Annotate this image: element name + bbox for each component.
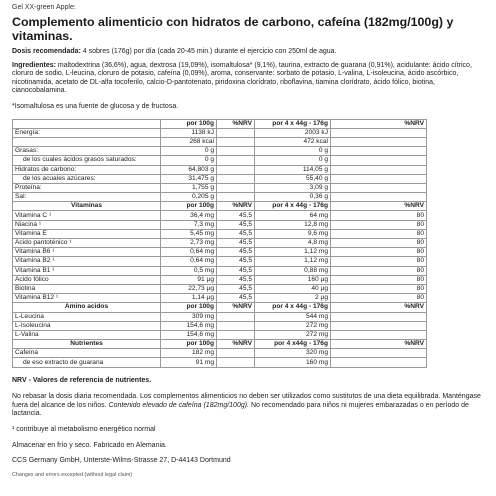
table-cell: %NRV bbox=[331, 340, 427, 349]
table-cell bbox=[331, 174, 427, 183]
table-cell: 80 bbox=[331, 275, 427, 284]
table-cell: 45,5 bbox=[217, 294, 255, 303]
table-cell bbox=[331, 193, 427, 202]
table-cell: 272 mg bbox=[255, 330, 331, 339]
table-cell: Vitamina E bbox=[13, 229, 161, 238]
table-cell bbox=[217, 349, 255, 358]
table-cell: 7,3 mg bbox=[161, 220, 217, 229]
table-row bbox=[13, 266, 427, 275]
table-cell: %NRV bbox=[217, 303, 255, 312]
table-cell: 1138 kJ bbox=[161, 128, 217, 137]
table-cell: 268 kcal bbox=[161, 137, 217, 146]
table-cell bbox=[217, 174, 255, 183]
table-row bbox=[13, 275, 427, 284]
table-cell: Biotina bbox=[13, 284, 161, 293]
table-section-header bbox=[13, 119, 427, 128]
warning-text: No rebasar la dosis diaria recomendada. Los complementos alimenticios no deben ser utilizados como sustitutos de una dieta equilibrada. Manténgase fuera del alcance de los niños. bbox=[12, 393, 481, 409]
table-cell: 80 bbox=[331, 211, 427, 220]
table-cell bbox=[217, 358, 255, 367]
table-cell: 182 mg bbox=[161, 349, 217, 358]
table-cell bbox=[217, 165, 255, 174]
table-cell: Energía: bbox=[13, 128, 161, 137]
table-row bbox=[13, 165, 427, 174]
table-row bbox=[13, 284, 427, 293]
table-cell: 1,14 µg bbox=[161, 294, 217, 303]
table-cell: 0 g bbox=[255, 147, 331, 156]
table-cell: 80 bbox=[331, 257, 427, 266]
nutrition-table bbox=[12, 119, 427, 368]
storage-text: Almacenar en frío y seco. Fabricado en Alemania. bbox=[12, 441, 167, 449]
table-cell: Sal: bbox=[13, 193, 161, 202]
table-cell: 0,5 mg bbox=[161, 266, 217, 275]
table-cell: 80 bbox=[331, 284, 427, 293]
table-cell bbox=[331, 330, 427, 339]
table-cell: Vitamina B1 ¹ bbox=[13, 266, 161, 275]
table-cell: por 4 x 44g - 176g bbox=[255, 202, 331, 211]
page-title: Complemento alimenticio con hidratos de carbono, cafeína (182mg/100g) y vitaminas. bbox=[12, 15, 454, 43]
table-cell bbox=[331, 165, 427, 174]
table-cell: de los acuales azúcares: bbox=[13, 174, 161, 183]
dosage-paragraph bbox=[12, 48, 488, 57]
table-cell bbox=[217, 128, 255, 137]
table-cell: %NRV bbox=[217, 202, 255, 211]
isomaltulose-note: *Isomaltulosa es una fuente de glucosa y de fructosa. bbox=[12, 102, 179, 110]
table-cell: 5,45 mg bbox=[161, 229, 217, 238]
table-cell: 36,4 mg bbox=[161, 211, 217, 220]
table-cell: 45,5 bbox=[217, 229, 255, 238]
table-cell bbox=[331, 183, 427, 192]
table-cell: 45,5 bbox=[217, 284, 255, 293]
table-row bbox=[13, 330, 427, 339]
table-row bbox=[13, 312, 427, 321]
table-cell: 80 bbox=[331, 239, 427, 248]
table-cell: 45,5 bbox=[217, 211, 255, 220]
table-cell: 1,12 mg bbox=[255, 248, 331, 257]
table-cell: 0,205 g bbox=[161, 193, 217, 202]
table-row bbox=[13, 239, 427, 248]
table-cell bbox=[331, 128, 427, 137]
product-header: Gel XX-green Apple: bbox=[12, 4, 76, 11]
table-cell: %NRV bbox=[331, 303, 427, 312]
table-row bbox=[13, 211, 427, 220]
table-cell: 2003 kJ bbox=[255, 128, 331, 137]
table-cell: 0,88 mg bbox=[255, 266, 331, 275]
table-row bbox=[13, 183, 427, 192]
table-cell: Niacina ¹ bbox=[13, 220, 161, 229]
energy-footnote: ¹ contribuye al metabolismo energético normal bbox=[12, 426, 156, 433]
table-cell: L-Valina bbox=[13, 330, 161, 339]
table-cell: 472 kcal bbox=[255, 137, 331, 146]
ingredients-paragraph bbox=[12, 62, 488, 96]
table-cell bbox=[331, 312, 427, 321]
disclaimer-text: Changes and errors excepted (without legal claim) bbox=[12, 471, 133, 478]
table-cell: 154,6 mg bbox=[161, 330, 217, 339]
table-cell bbox=[331, 349, 427, 358]
table-cell bbox=[331, 147, 427, 156]
table-cell: por 100g bbox=[161, 202, 217, 211]
table-cell: %NRV bbox=[217, 340, 255, 349]
table-row bbox=[13, 156, 427, 165]
table-cell: 45,5 bbox=[217, 275, 255, 284]
table-cell: 0 g bbox=[255, 156, 331, 165]
table-cell: 12,8 mg bbox=[255, 220, 331, 229]
table-cell: 320 mg bbox=[255, 349, 331, 358]
table-row bbox=[13, 137, 427, 146]
table-cell: 0,64 mg bbox=[161, 257, 217, 266]
warning-paragraph bbox=[12, 393, 488, 419]
table-cell bbox=[331, 358, 427, 367]
table-cell bbox=[331, 321, 427, 330]
table-cell: 80 bbox=[331, 248, 427, 257]
table-cell: 22,73 µg bbox=[161, 284, 217, 293]
table-cell: de eso extracto de guarana bbox=[13, 358, 161, 367]
table-cell: 91 mg bbox=[161, 358, 217, 367]
table-row bbox=[13, 220, 427, 229]
table-cell: por 100g bbox=[161, 340, 217, 349]
table-cell: %NRV bbox=[331, 202, 427, 211]
table-cell: 2,73 mg bbox=[161, 239, 217, 248]
table-cell: Hidratos de carbono: bbox=[13, 165, 161, 174]
table-section-header bbox=[13, 202, 427, 211]
table-row bbox=[13, 229, 427, 238]
table-cell: 40 µg bbox=[255, 284, 331, 293]
warning-tail: No recomendado para niños ni mujeres embarazadas o en período de lactancia. bbox=[12, 401, 469, 418]
table-cell: 45,5 bbox=[217, 220, 255, 229]
table-cell: 0,36 g bbox=[255, 193, 331, 202]
table-cell: %NRV bbox=[331, 119, 427, 128]
table-cell: 154,6 mg bbox=[161, 321, 217, 330]
table-cell: Vitamina B6 ¹ bbox=[13, 248, 161, 257]
table-cell: L-Leucina bbox=[13, 312, 161, 321]
ingredients-text: maltodextrina (36,6%), agua, dextrosa (19,09%), isomaltulosa* (9,1%), taurina, extracto de guarana (0,91%), acidulante: ácido cítrico, cloruro de sodio, L-leucina, cloruro de potasio, cafeína (0,09%), aroma, conservante: sorbato de potasio, L-valina, L-isoleucina, ácido ascórbico, nicotinamida, acetato de DL-alfa tocoferilo, calcio-D-pantotenato, piridoxina clorídrato, riboflavina, tiamina clorídrato, ácido fólico, biotina, cianocobalamina. bbox=[12, 61, 472, 95]
table-cell bbox=[217, 147, 255, 156]
table-cell bbox=[217, 312, 255, 321]
table-cell bbox=[217, 183, 255, 192]
table-cell: 0 g bbox=[161, 156, 217, 165]
table-cell: 45,5 bbox=[217, 266, 255, 275]
table-cell: Ácido fólico bbox=[13, 275, 161, 284]
table-cell: 160 mg bbox=[255, 358, 331, 367]
table-cell: 80 bbox=[331, 266, 427, 275]
table-cell: Vitaminas bbox=[13, 202, 161, 211]
table-section-header bbox=[13, 303, 427, 312]
table-cell: Ácido pantoténico ¹ bbox=[13, 239, 161, 248]
table-cell: 2 µg bbox=[255, 294, 331, 303]
table-cell: 3,09 g bbox=[255, 183, 331, 192]
table-row bbox=[13, 257, 427, 266]
table-cell: 4,8 mg bbox=[255, 239, 331, 248]
table-cell: 114,05 g bbox=[255, 165, 331, 174]
dosage-text: 4 sobres (176g) por día (cada 20-45 min.) durante el ejercicio con 250ml de agua. bbox=[80, 48, 337, 55]
table-cell bbox=[13, 119, 161, 128]
table-cell: Grasas: bbox=[13, 147, 161, 156]
table-cell bbox=[217, 137, 255, 146]
table-cell: 55,40 g bbox=[255, 174, 331, 183]
nrv-note: NRV - Valores de referencia de nutrientes. bbox=[12, 376, 152, 384]
table-cell: L-Isoleucina bbox=[13, 321, 161, 330]
table-cell: Amino acidos bbox=[13, 303, 161, 312]
table-cell: Vitamina B12 ¹ bbox=[13, 294, 161, 303]
table-cell: por 4 x 44g - 176g bbox=[255, 119, 331, 128]
table-cell: Vitamina C ¹ bbox=[13, 211, 161, 220]
table-cell: 309 mg bbox=[161, 312, 217, 321]
table-cell: 80 bbox=[331, 220, 427, 229]
table-cell: 160 µg bbox=[255, 275, 331, 284]
table-row bbox=[13, 174, 427, 183]
table-row bbox=[13, 193, 427, 202]
table-cell: %NRV bbox=[217, 119, 255, 128]
table-row bbox=[13, 358, 427, 367]
table-cell bbox=[13, 137, 161, 146]
table-cell bbox=[331, 137, 427, 146]
table-cell: Nutrientes bbox=[13, 340, 161, 349]
table-section-header bbox=[13, 340, 427, 349]
table-row bbox=[13, 294, 427, 303]
manufacturer-text: CCS Germany GmbH, Unterste-Wilms-Strasse 27, D-44143 Dortmund bbox=[12, 457, 231, 465]
table-cell: por 4 x44g - 176g bbox=[255, 340, 331, 349]
table-cell: 80 bbox=[331, 229, 427, 238]
table-row bbox=[13, 248, 427, 257]
table-cell: 45,5 bbox=[217, 239, 255, 248]
table-row bbox=[13, 321, 427, 330]
table-row bbox=[13, 128, 427, 137]
table-cell: 45,5 bbox=[217, 248, 255, 257]
table-cell bbox=[331, 156, 427, 165]
table-cell: 31,475 g bbox=[161, 174, 217, 183]
table-cell bbox=[217, 321, 255, 330]
table-row bbox=[13, 147, 427, 156]
table-cell: por 4 x 44g - 176g bbox=[255, 303, 331, 312]
table-cell: 45,5 bbox=[217, 257, 255, 266]
table-cell: 91 µg bbox=[161, 275, 217, 284]
table-cell: Vitamina B2 ¹ bbox=[13, 257, 161, 266]
table-cell: 544 mg bbox=[255, 312, 331, 321]
table-cell: Proteína: bbox=[13, 183, 161, 192]
warning-caffeine: Contenido elevado de cafeína (182mg/100g). bbox=[108, 401, 250, 409]
table-cell: 1,755 g bbox=[161, 183, 217, 192]
table-cell: 9,6 mg bbox=[255, 229, 331, 238]
table-cell: 80 bbox=[331, 294, 427, 303]
table-cell: de los cuales ácidos grasos saturados: bbox=[13, 156, 161, 165]
table-cell: 0 g bbox=[161, 147, 217, 156]
table-cell: 64,803 g bbox=[161, 165, 217, 174]
table-row bbox=[13, 349, 427, 358]
table-cell bbox=[217, 193, 255, 202]
table-cell bbox=[217, 330, 255, 339]
document bbox=[12, 0, 488, 478]
dosage-label: Dosis recomendada: bbox=[12, 48, 81, 55]
table-cell: 0,64 mg bbox=[161, 248, 217, 257]
table-cell: 272 mg bbox=[255, 321, 331, 330]
table-cell: 1,12 mg bbox=[255, 257, 331, 266]
table-cell: 64 mg bbox=[255, 211, 331, 220]
ingredients-label: Ingredientes: bbox=[12, 61, 56, 69]
table-cell: por 100g bbox=[161, 303, 217, 312]
table-cell: Cafeína bbox=[13, 349, 161, 358]
table-cell: por 100g bbox=[161, 119, 217, 128]
table-cell bbox=[217, 156, 255, 165]
